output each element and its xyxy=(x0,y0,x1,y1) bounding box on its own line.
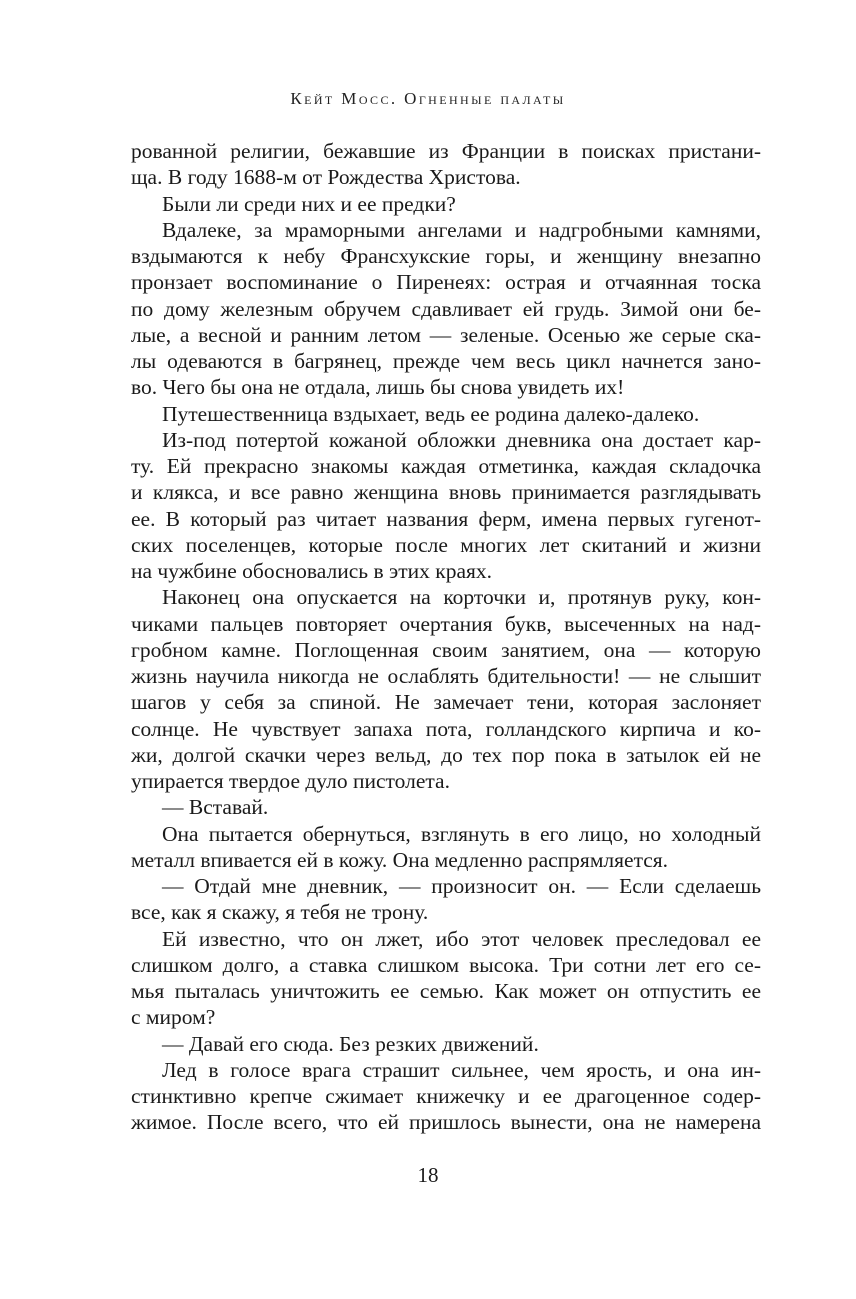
text-line: жимое. После всего, что ей пришлось вынести, она не намерена xyxy=(131,1110,761,1135)
text-line: по дому железным обручем сдавливает ей грудь. Зимой они бе- xyxy=(131,296,761,321)
text-line: солнце. Не чувствует запаха пота, голландского кирпича и ко- xyxy=(131,716,761,741)
text-line: и клякса, и все равно женщина вновь принимается разглядывать xyxy=(131,480,761,505)
body-text xyxy=(131,138,761,1136)
text-line: гробном камне. Поглощенная своим занятием, она — которую xyxy=(131,637,761,662)
text-line: ту. Ей прекрасно знакомы каждая отметинка, каждая складочка xyxy=(131,454,761,478)
text-line: шагов у себя за спиной. Не замечает тени, которая заслоняет xyxy=(131,690,761,715)
text-line: — Отдай мне дневник, — произносит он. — Если сделаешь xyxy=(162,874,761,898)
text-line: вздымаются к небу Франсхукские горы, и женщину внезапно xyxy=(131,244,761,268)
page-number: 18 xyxy=(417,1163,439,1187)
text-line: Ей известно, что он лжет, ибо этот человек преследовал ее xyxy=(162,926,761,951)
text-line: все, как я скажу, я тебя не трону. xyxy=(131,900,429,925)
text-line: Из-под потертой кожаной обложки дневника она достает кар- xyxy=(162,427,761,452)
text-line: слишком долго, а ставка слишком высока. Три сотни лет его се- xyxy=(131,952,761,977)
text-line: Она пытается обернуться, взглянуть в его лицо, но холодный xyxy=(162,821,761,846)
text-line: стинктивно крепче сжимает книжечку и ее драгоценное содер- xyxy=(131,1084,761,1108)
text-line: Путешественница вздыхает, ведь ее родина далеко-далеко. xyxy=(162,401,700,426)
text-line: лые, а весной и ранним летом — зеленые. Осенью же серые ска- xyxy=(131,322,761,347)
text-line: упирается твердое дуло пистолета. xyxy=(131,769,450,793)
text-line: ща. В году 1688-м от Рождества Христова. xyxy=(131,165,521,190)
text-line: с миром? xyxy=(131,1005,216,1030)
text-line: пронзает воспоминание о Пиренеях: острая и отчаянная тоска xyxy=(131,270,761,295)
text-line: лы одеваются в багрянец, прежде чем весь цикл начнется зано- xyxy=(131,349,761,373)
text-line: мья пыталась уничтожить ее семью. Как может он отпустить ее xyxy=(131,979,761,1003)
text-line: Были ли среди них и ее предки? xyxy=(162,191,456,216)
text-line: на чужбине обосновались в этих краях. xyxy=(131,559,493,583)
text-line: металл впивается ей в кожу. Она медленно распрямляется. xyxy=(131,847,669,872)
text-line: — Давай его сюда. Без резких движений. xyxy=(162,1031,539,1056)
text-line: рованной религии, бежавшие из Франции в поисках пристани- xyxy=(131,139,761,163)
text-line: во. Чего бы она не отдала, лишь бы снова увидеть их! xyxy=(131,375,625,400)
text-line: Наконец она опускается на корточки и, протянув руку, кон- xyxy=(162,585,761,610)
text-line: жи, долгой скачки через вельд, до тех пор пока в затылок ей не xyxy=(131,742,761,767)
text-line: — Вставай. xyxy=(162,795,269,820)
text-line: чиками пальцев повторяет очертания букв, высеченных на над- xyxy=(131,611,761,636)
text-line: ее. В который раз читает названия ферм, имена первых гугенот- xyxy=(131,506,761,531)
text-line: Вдалеке, за мраморными ангелами и надгробными камнями, xyxy=(162,217,761,242)
running-head: Кейт Мосс. Огненные палаты xyxy=(290,89,566,108)
text-line: жизнь научила никогда не ослаблять бдительности! — не слышит xyxy=(131,664,761,688)
text-line: ских поселенцев, которые после многих лет скитаний и жизни xyxy=(131,532,761,557)
text-line: Лед в голосе врага страшит сильнее, чем ярость, и она ин- xyxy=(162,1057,761,1082)
